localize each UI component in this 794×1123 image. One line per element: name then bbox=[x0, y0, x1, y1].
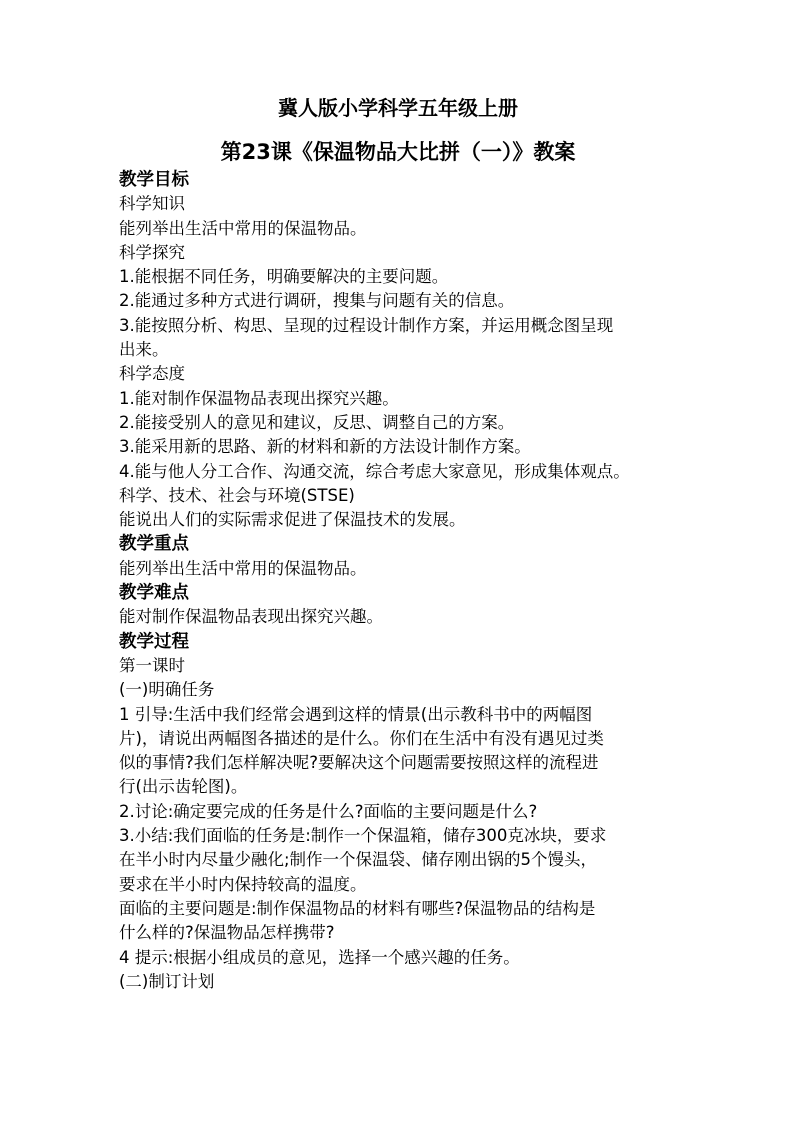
inquiry-item-1: 1.能根据不同任务，明确要解决的主要问题。 bbox=[119, 267, 449, 287]
subheading-attitude: 科学态度 bbox=[119, 364, 185, 384]
section-heading-key-points: 教学重点 bbox=[119, 534, 189, 555]
stse-text: 能说出人们的实际需求促进了保温技术的发展。 bbox=[119, 510, 466, 530]
process-step-1: 1 引导:生活中我们经常会遇到这样的情景(出示教科书中的两幅图 片)，请说出两幅图各描述的是什么。你们在生活中有没有遇见过类 似的事情?我们怎样解决呢?要解决这个问题需要按照这样的流程进 行(出示齿轮图)。 bbox=[119, 704, 604, 797]
attitude-item-3: 3.能采用新的思路、新的材料和新的方法设计制作方案。 bbox=[119, 437, 531, 457]
section-heading-difficulties: 教学难点 bbox=[119, 583, 189, 604]
attitude-item-1: 1.能对制作保温物品表现出探究兴趣。 bbox=[119, 388, 399, 408]
process-step-4: 4 提示:根据小组成员的意见，选择一个感兴趣的任务。 bbox=[119, 947, 520, 967]
lesson-title: 第23课《保温物品大比拼（一）》教案 bbox=[220, 140, 576, 164]
process-step-2: 2.讨论:确定要完成的任务是什么?面临的主要问题是什么? bbox=[119, 801, 538, 821]
knowledge-text: 能列举出生活中常用的保温物品。 bbox=[119, 218, 367, 238]
difficulties-text: 能对制作保温物品表现出探究兴趣。 bbox=[119, 607, 383, 627]
key-points-text: 能列举出生活中常用的保温物品。 bbox=[119, 558, 367, 578]
inquiry-item-3: 3.能按照分析、构思、呈现的过程设计制作方案，并运用概念图呈现 出来。 bbox=[119, 315, 614, 360]
subheading-stse: 科学、技术、社会与环境(STSE) bbox=[119, 485, 355, 505]
part-heading-2: (二)制订计划 bbox=[119, 971, 215, 991]
inquiry-item-2: 2.能通过多种方式进行调研，搜集与问题有关的信息。 bbox=[119, 291, 515, 311]
attitude-item-4: 4.能与他人分工合作、沟通交流，综合考虑大家意见，形成集体观点。 bbox=[119, 461, 630, 481]
main-problem-text: 面临的主要问题是:制作保温物品的材料有哪些?保温物品的结构是 什么样的?保温物品怎样携带? bbox=[119, 898, 596, 943]
lesson-period-1: 第一课时 bbox=[119, 655, 185, 675]
section-heading-goals: 教学目标 bbox=[119, 170, 189, 190]
subheading-inquiry: 科学探究 bbox=[119, 242, 185, 262]
subheading-knowledge: 科学知识 bbox=[119, 194, 185, 214]
document-title: 冀人版小学科学五年级上册 bbox=[278, 96, 518, 120]
part-heading-1: (一)明确任务 bbox=[119, 680, 215, 700]
process-step-3: 3.小结:我们面临的任务是:制作一个保温箱，储存300克冰块，要求 在半小时内尽量少融化;制作一个保温袋、储存刚出锅的5个馒头， 要求在半小时内保持较高的温度。 bbox=[119, 826, 607, 894]
section-heading-process: 教学过程 bbox=[119, 631, 189, 652]
attitude-item-2: 2.能接受别人的意见和建议，反思、调整自己的方案。 bbox=[119, 412, 515, 432]
